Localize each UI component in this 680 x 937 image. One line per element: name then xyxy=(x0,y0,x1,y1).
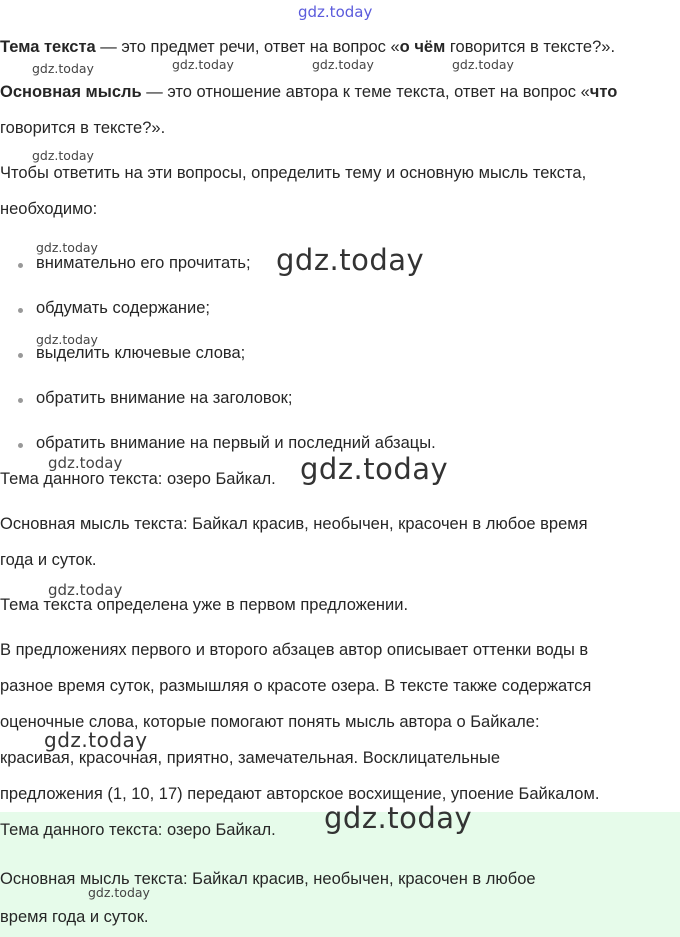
topic-bold: о чём xyxy=(399,38,446,56)
watermark-large: gdz.today xyxy=(324,801,473,835)
bullet-icon xyxy=(18,398,23,403)
list-item-text: обдумать содержание; xyxy=(36,299,211,317)
topic-text-1: — это предмет речи, ответ на вопрос « xyxy=(95,38,400,56)
idea-bold: что xyxy=(589,83,618,101)
watermark-small: gdz.today xyxy=(48,454,123,472)
watermark-small: gdz.today xyxy=(32,148,94,163)
bullet-icon xyxy=(18,443,23,448)
watermark-top: gdz.today xyxy=(298,3,373,21)
bullet-icon xyxy=(18,263,23,268)
solution-topic: Тема данного текста: озеро Байкал. xyxy=(0,470,276,488)
answer-idea-line1: Основная мысль текста: Байкал красив, необычен, красочен в любое xyxy=(0,870,536,888)
watermark-small: gdz.today xyxy=(172,57,234,72)
bullet-icon xyxy=(18,308,23,313)
explanation-line: В предложениях первого и второго абзацев автор описывает оттенки воды в xyxy=(0,641,589,659)
explanation-line: красивая, красочная, приятно, замечательная. Восклицательные xyxy=(0,749,501,767)
answer-topic: Тема данного текста: озеро Байкал. xyxy=(0,821,276,839)
explanation-line: разное время суток, размышляя о красоте озера. В тексте также содержатся xyxy=(0,677,592,695)
watermark-large: gdz.today xyxy=(300,452,449,486)
answer-idea-line2: время года и суток. xyxy=(0,908,149,926)
watermark-small: gdz.today xyxy=(36,332,98,347)
watermark-small: gdz.today xyxy=(88,885,150,900)
watermark-large: gdz.today xyxy=(44,728,148,752)
list-item-text: внимательно его прочитать; xyxy=(36,254,251,272)
idea-definition xyxy=(0,74,617,110)
watermark-small: gdz.today xyxy=(36,240,98,255)
solution-idea-line2: года и суток. xyxy=(0,551,97,569)
topic-term: Тема текста xyxy=(0,38,96,56)
idea-definition-line2: говорится в тексте?». xyxy=(0,119,166,137)
idea-term: Основная мысль xyxy=(0,83,142,101)
watermark-small: gdz.today xyxy=(48,581,123,599)
watermark-large: gdz.today xyxy=(276,243,425,277)
instructions-line1: Чтобы ответить на эти вопросы, определить тему и основную мысль текста, xyxy=(0,164,587,182)
solution-idea-line1: Основная мысль текста: Байкал красив, необычен, красочен в любое время xyxy=(0,515,588,533)
explanation-line: предложения (1, 10, 17) передают авторское восхищение, упоение Байкалом. xyxy=(0,785,600,803)
bullet-icon xyxy=(18,353,23,358)
topic-text-2: говорится в тексте?». xyxy=(445,38,616,56)
topic-definition xyxy=(0,29,615,65)
list-item-text: обратить внимание на заголовок; xyxy=(36,389,293,407)
list-item-text: выделить ключевые слова; xyxy=(36,344,246,362)
list-item-text: обратить внимание на первый и последний абзацы. xyxy=(36,434,436,452)
watermark-small: gdz.today xyxy=(312,57,374,72)
explanation-line: оценочные слова, которые помогают понять мысль автора о Байкале: xyxy=(0,713,540,731)
solution-topic-note: Тема текста определена уже в первом предложении. xyxy=(0,596,409,614)
watermark-small: gdz.today xyxy=(32,61,94,76)
idea-text-1: — это отношение автора к теме текста, ответ на вопрос « xyxy=(141,83,590,101)
instructions-line2: необходимо: xyxy=(0,200,98,218)
watermark-small: gdz.today xyxy=(452,57,514,72)
